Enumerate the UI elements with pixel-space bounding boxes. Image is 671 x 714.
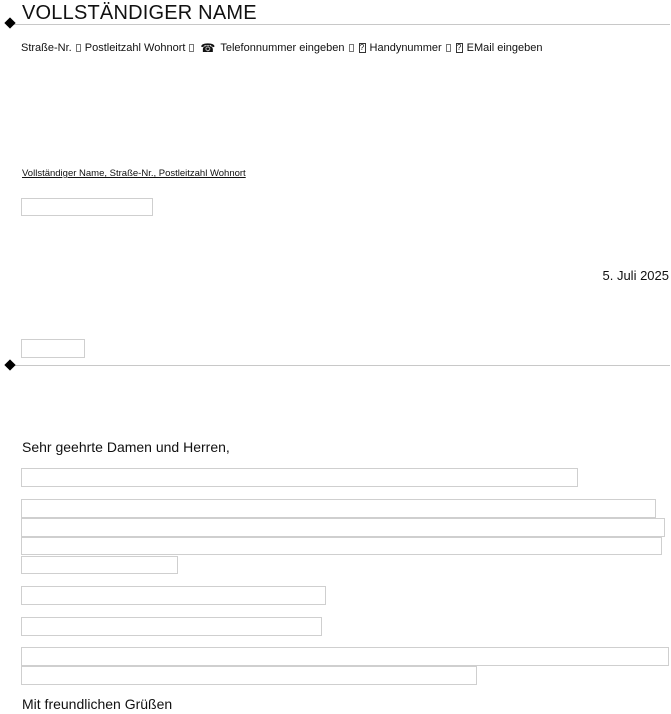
separator-glyph-icon bbox=[189, 44, 194, 52]
separator-glyph-icon bbox=[76, 44, 81, 52]
mobile-glyph-icon: ? bbox=[359, 43, 365, 52]
body-paragraph-field[interactable] bbox=[21, 499, 656, 518]
header-divider bbox=[12, 24, 670, 25]
body-paragraph-field[interactable] bbox=[21, 468, 578, 487]
sender-address-line[interactable]: Vollständiger Name, Straße-Nr., Postleitzahl Wohnort bbox=[22, 168, 246, 179]
subject-field[interactable] bbox=[21, 339, 85, 358]
body-paragraph-field[interactable] bbox=[21, 586, 326, 605]
body-paragraph-field[interactable] bbox=[21, 518, 665, 537]
separator-glyph-icon bbox=[349, 44, 354, 52]
subject-divider bbox=[12, 365, 670, 366]
body-paragraph-field[interactable] bbox=[21, 617, 322, 636]
email-field[interactable]: EMail eingeben bbox=[466, 42, 543, 54]
closing[interactable]: Mit freundlichen Grüßen bbox=[22, 696, 173, 712]
telephone-icon: ☎ bbox=[200, 41, 216, 55]
full-name-title: VOLLSTÄNDIGER NAME bbox=[22, 2, 257, 24]
body-paragraph-field[interactable] bbox=[21, 556, 178, 574]
phone-field[interactable]: Telefonnummer eingeben bbox=[220, 42, 345, 54]
postal-city-field[interactable]: Postleitzahl Wohnort bbox=[84, 42, 186, 54]
recipient-address-field[interactable] bbox=[21, 198, 153, 216]
body-paragraph-field[interactable] bbox=[21, 537, 662, 555]
mobile-field[interactable]: Handynummer bbox=[369, 42, 442, 54]
salutation[interactable]: Sehr geehrte Damen und Herren, bbox=[22, 439, 230, 455]
contact-line bbox=[21, 42, 543, 54]
street-field[interactable]: Straße-Nr. bbox=[21, 42, 72, 54]
letter-date[interactable]: 5. Juli 2025 bbox=[602, 268, 669, 283]
diamond-bullet-icon bbox=[4, 359, 15, 370]
body-paragraph-field[interactable] bbox=[21, 647, 669, 666]
diamond-bullet-icon bbox=[4, 17, 15, 28]
separator-glyph-icon bbox=[446, 44, 451, 52]
body-paragraph-field[interactable] bbox=[21, 666, 477, 685]
email-glyph-icon: ? bbox=[456, 43, 462, 52]
